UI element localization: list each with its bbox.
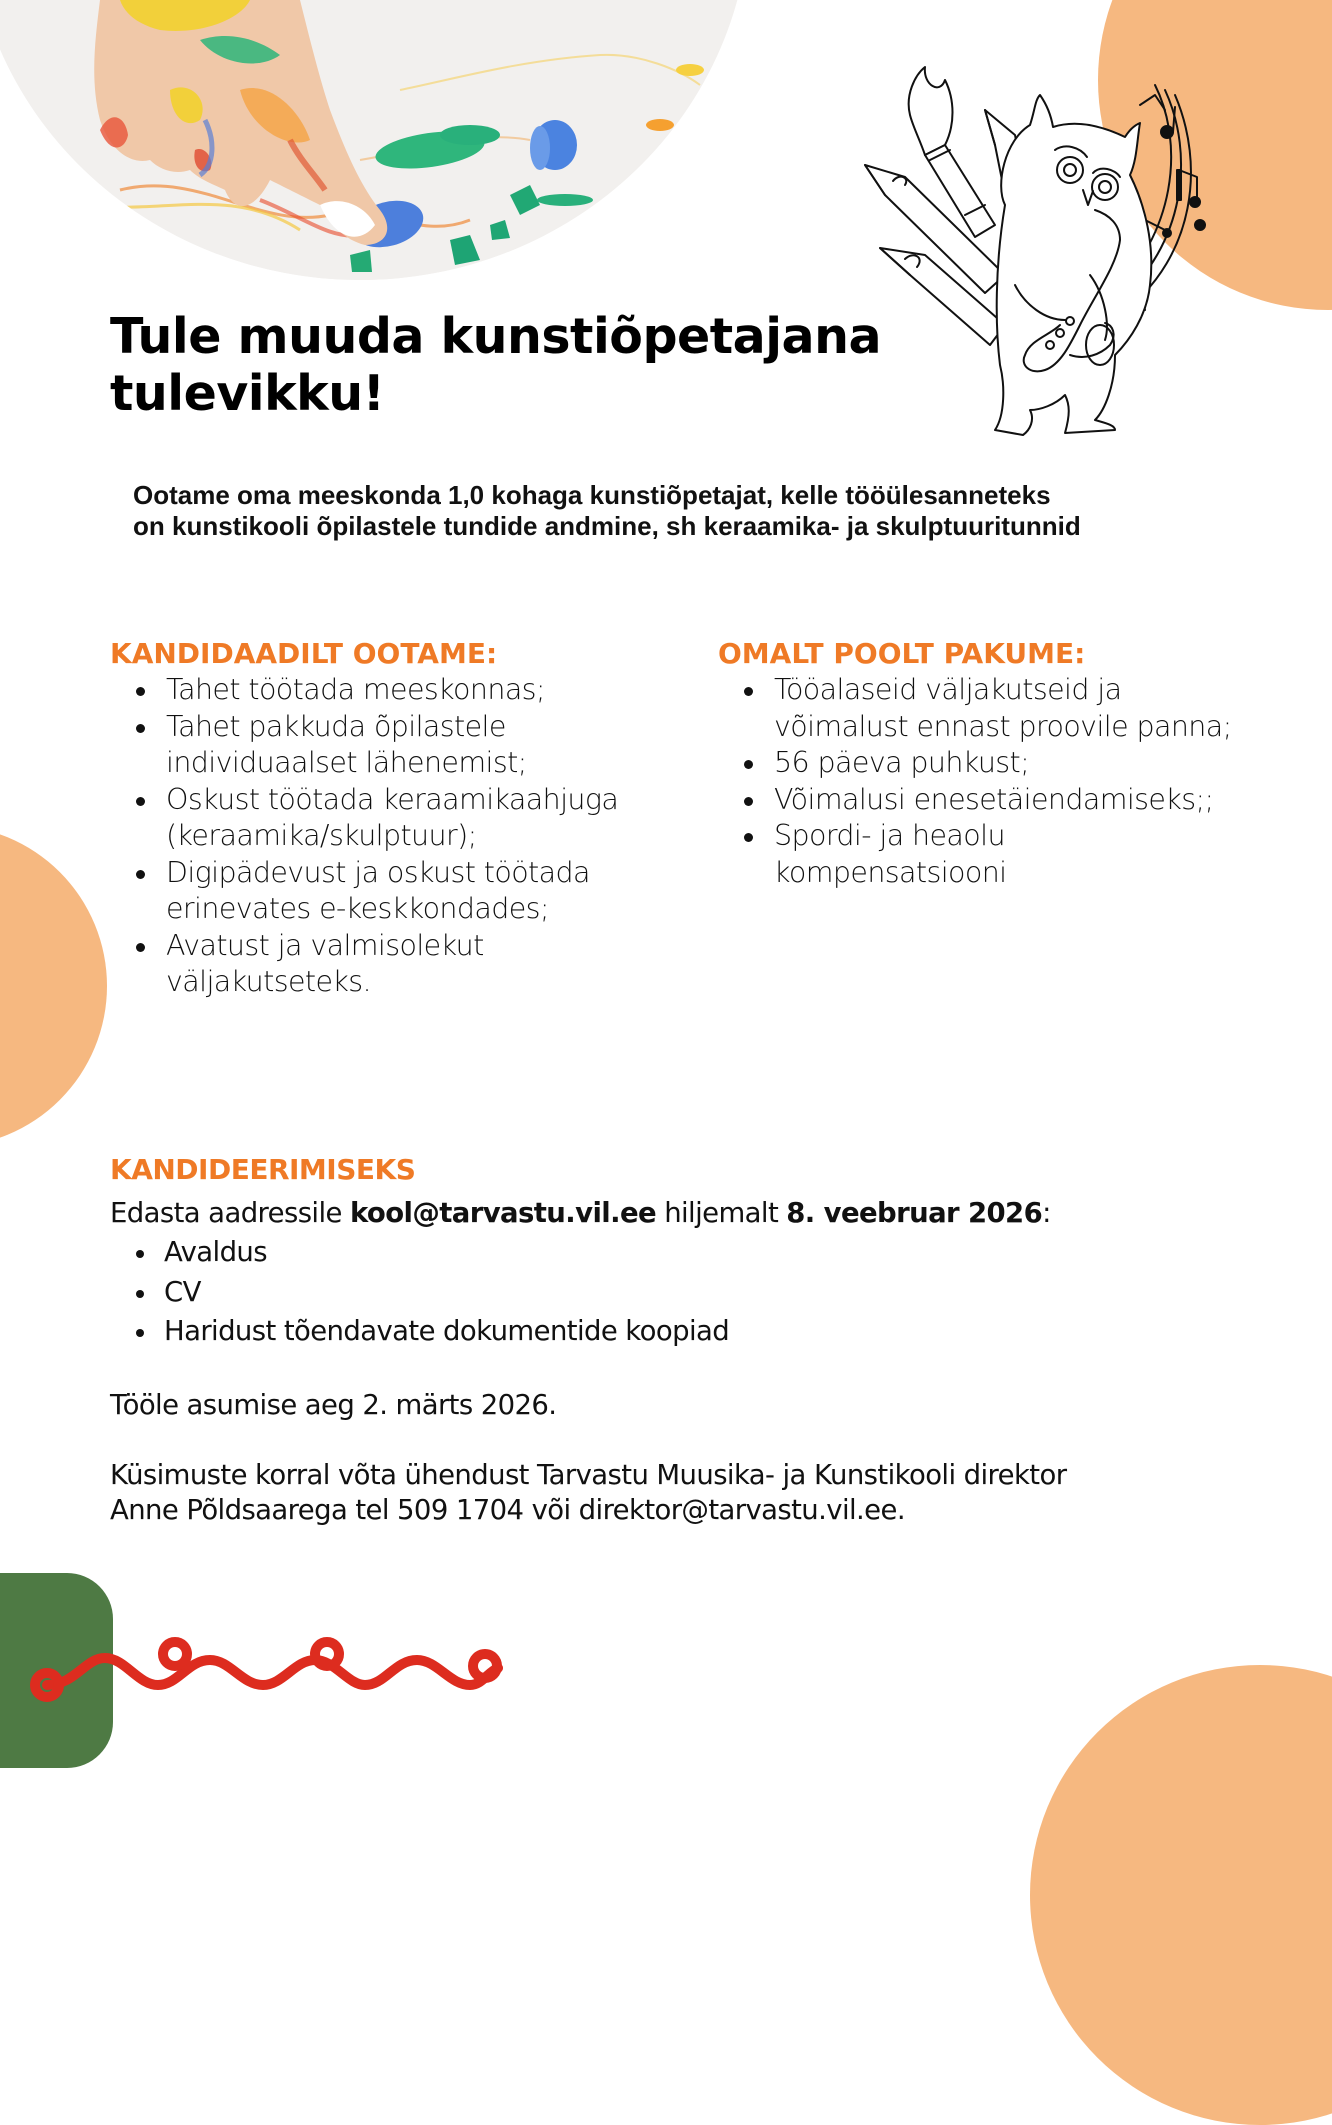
peach-circle-left [0, 825, 107, 1147]
list-item-text: väljakutseteks. [166, 965, 372, 998]
list-item [166, 672, 710, 709]
list-item: Haridust tõendavate dokumentide koopiad [164, 1312, 1260, 1352]
list-item-text: Digipädevust ja oskust töötada [166, 855, 590, 889]
list-item [166, 782, 710, 855]
list-item-text: Oskust töötada keraamikaahjuga [166, 782, 619, 816]
contact-line-2: Anne Põldsaarega tel 509 1704 või direktor@tarvastu.vil.ee. [110, 1494, 905, 1526]
application-email-link[interactable]: kool@tarvastu.vil.ee [349, 1197, 657, 1229]
list-item-text: Tahet pakkuda õpilastele [166, 709, 506, 743]
list-item [166, 928, 710, 1001]
application-instruction [110, 1196, 1260, 1231]
list-item-text: individuaalset lähenemist; [166, 746, 527, 779]
list-item-text: Avatust ja valmisolekut [166, 928, 484, 962]
requirements-list [110, 672, 710, 1001]
instruction-prefix: Edasta aadressile [110, 1197, 350, 1229]
list-item-text: Tahet töötada meeskonnas; [166, 673, 545, 706]
requirements-section [110, 636, 710, 1001]
list-item-text: kompensatsiooni [774, 855, 1007, 889]
documents-list [110, 1233, 1260, 1352]
list-item-text: 56 päeva puhkust; [774, 746, 1030, 779]
start-date: Tööle asumise aeg 2. märts 2026. [110, 1389, 557, 1421]
list-item: Avaldus [164, 1233, 1260, 1273]
list-item-text: Tööalaseid väljakutseid ja [774, 673, 1122, 706]
list-item-text: erinevates e-keskkondades; [166, 892, 549, 925]
offer-list [718, 672, 1318, 891]
application-heading: KANDIDEERIMISEKS [110, 1153, 416, 1186]
list-item [774, 782, 1318, 819]
list-item [774, 818, 1318, 891]
intro-line-2: on kunstikooli õpilastele tundide andmine, sh keraamika- ja skulptuuritunnid [133, 511, 1081, 541]
finger-painting-photo [0, 0, 750, 280]
instruction-suffix: : [1042, 1197, 1051, 1229]
contact-info [110, 1458, 1290, 1528]
offer-heading: OMALT POOLT PAKUME: [718, 637, 1086, 670]
intro-paragraph [133, 480, 1263, 542]
list-item-text: Spordi- ja heaolu [774, 819, 1005, 852]
instruction-middle: hiljemalt [656, 1197, 787, 1229]
owl-icon [995, 95, 1151, 435]
application-section [110, 1152, 1260, 1352]
list-item: CV [164, 1273, 1260, 1313]
list-item-text: võimalust ennast proovile panna; [774, 709, 1232, 743]
list-item-text: Võimalusi enesetäiendamiseks;; [774, 782, 1214, 816]
peach-circle-bottom-right [1030, 1665, 1332, 2125]
contact-line-1: Küsimuste korral võta ühendust Tarvastu Muusika- ja Kunstikooli direktor [110, 1459, 1067, 1491]
application-deadline: 8. veebruar 2026 [786, 1197, 1043, 1229]
title-line-2: tulevikku! [110, 365, 385, 422]
list-item [774, 672, 1318, 745]
page-title [110, 308, 930, 422]
list-item [774, 745, 1318, 782]
list-item [166, 709, 710, 782]
intro-line-1: Ootame oma meeskonda 1,0 kohaga kunstiõpetajat, kelle tööülesanneteks [133, 480, 1051, 510]
title-line-1: Tule muuda kunstiõpetajana [110, 308, 882, 365]
list-item [166, 855, 710, 928]
list-item-text: (keraamika/skulptuur); [166, 819, 477, 852]
red-squiggle-decoration [20, 1620, 510, 1720]
finger-painting-image [0, 0, 750, 280]
offer-section [718, 636, 1318, 891]
requirements-heading: KANDIDAADILT OOTAME: [110, 637, 498, 670]
